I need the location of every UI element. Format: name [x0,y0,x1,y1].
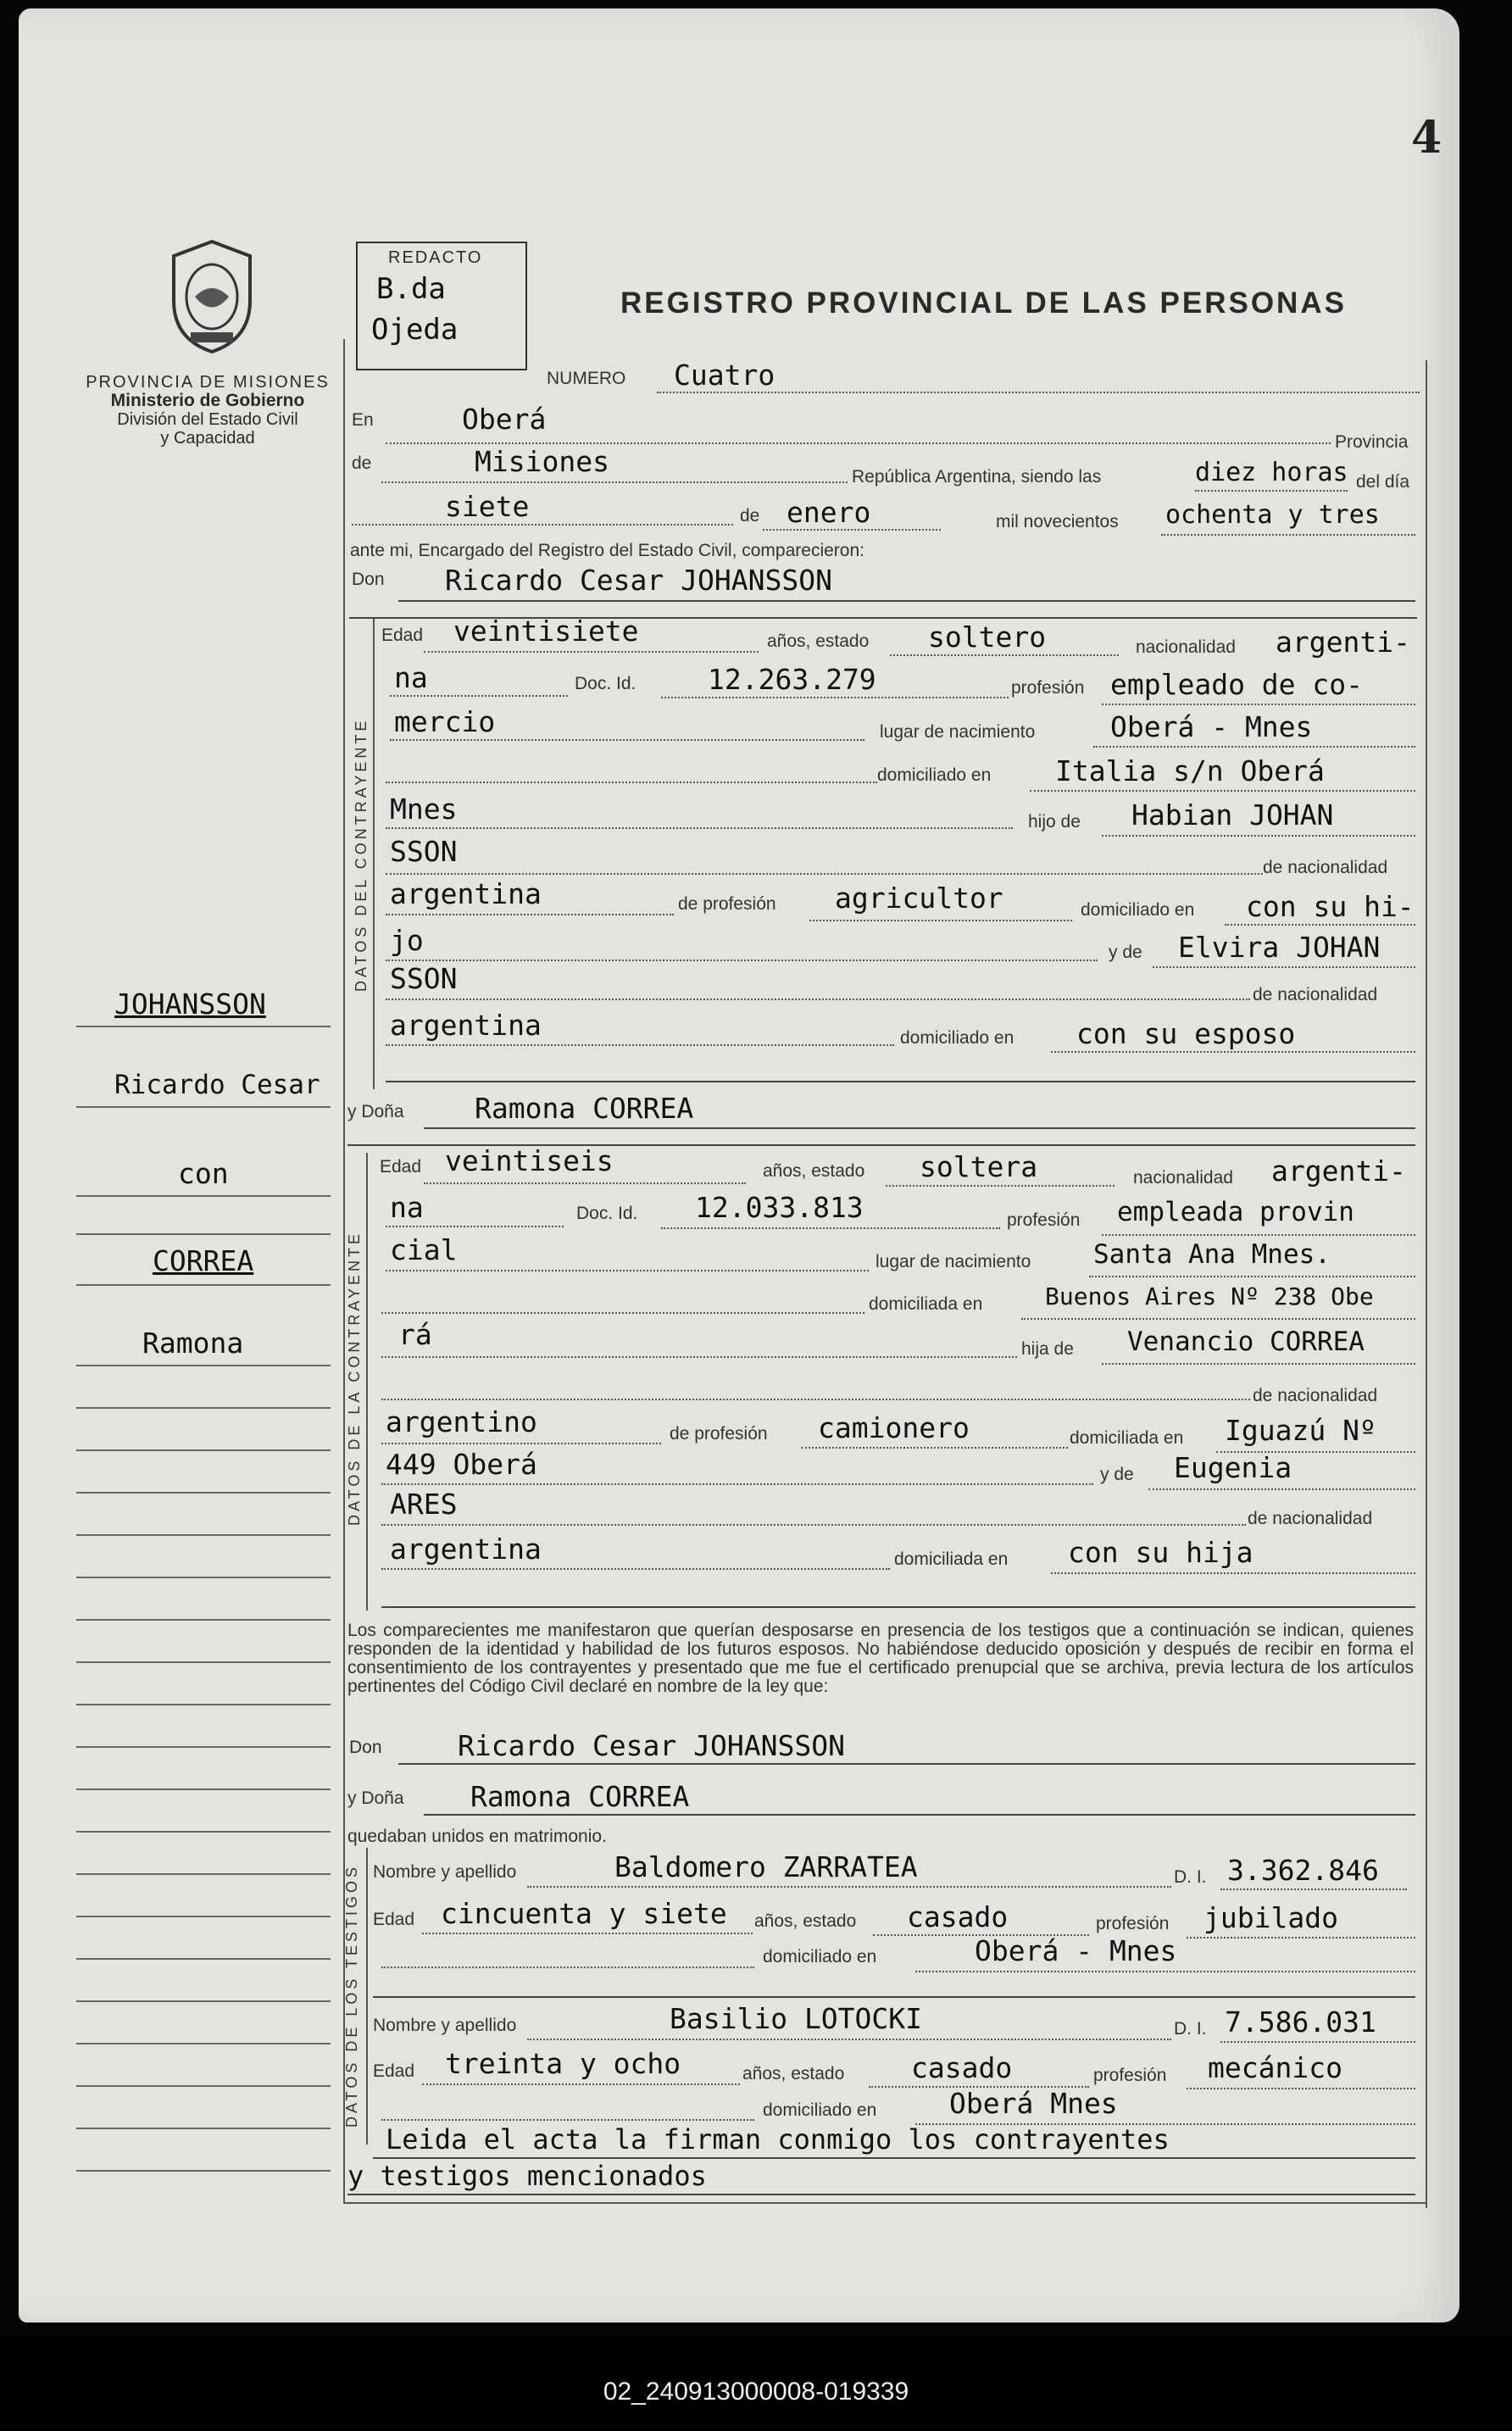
label-domiciliado: domiciliado en [877,765,992,785]
bride-madre-b: ARES [390,1488,458,1521]
page-number: 4 [1411,112,1443,164]
line-di-1 [1220,1889,1407,1890]
redacto-line2: Ojeda [371,313,459,347]
line-nac-b [390,695,568,697]
label-ante: ante mi, Encargado del Registro del Estado Civil, comparecieron: [350,541,864,560]
line-padre-dom [1225,924,1415,926]
bride-padre-nac: argentino [386,1405,537,1438]
label-y-de-f: y de [1100,1465,1134,1484]
label-nacionalidad-f: nacionalidad [1133,1168,1233,1188]
margin-surname: JOHANSSON [114,987,266,1021]
footer-file-id: 02_240913000008-019339 [603,2378,909,2406]
line-padre-nac [386,914,674,915]
groom-madre-dom: con su esposo [1076,1017,1296,1050]
page-title: REGISTRO PROVINCIAL DE LAS PERSONAS [620,286,1347,320]
bride-profesion-b: cial [390,1233,458,1266]
groom-estado: soltero [928,620,1047,654]
line-closing-2 [347,2194,1415,2195]
line-anio [1161,534,1415,536]
line-decl-dona [424,1814,1415,1816]
label-profesion-f: profesión [1007,1210,1081,1230]
label-edad-w2: Edad [373,2061,415,2081]
label-de-profesion: de profesión [678,894,776,914]
line-doc [661,697,1009,698]
value-dia: siete [445,490,530,523]
witness1-profesion: jubilado [1203,1901,1338,1934]
redacto-line1: B.da [376,272,446,306]
frame-bottom-line [343,2202,1426,2204]
bride-domicilio-b: rá [398,1318,432,1351]
line-edad-w1 [422,1933,753,1934]
value-de: Misiones [475,445,609,478]
line-edad-f [424,1182,746,1184]
label-edad-w1: Edad [373,1910,415,1929]
value-horas: diez horas [1195,458,1348,487]
line-domicilio-w1 [915,1971,1415,1972]
groom-madre-b: SSON [390,962,458,995]
groom-madre-nac: argentina [390,1009,542,1042]
ministry-name: Ministerio de Gobierno [110,391,305,410]
bride-nacionalidad-b: na [390,1191,424,1224]
bride-edad: veintiseis [445,1144,614,1177]
line-madre-f-b [381,1524,1246,1526]
line-madre-f [1148,1488,1415,1490]
groom-padre-a: Habian JOHAN [1131,798,1334,832]
bride-padre: Venancio CORREA [1127,1327,1365,1357]
groom-madre-a: Elvira JOHAN [1178,931,1381,964]
label-don-2: Don [349,1738,382,1757]
line-lugar [1093,746,1415,748]
bride-padre-dom-a: Iguazú Nº [1225,1414,1376,1447]
label-quedaban: quedaban unidos en matrimonio. [347,1827,607,1846]
margin-bride-surname: CORREA [153,1244,254,1277]
label-dona-2: y Doña [347,1788,404,1808]
line-blank-f [381,1312,864,1314]
label-domiciliado-3: domiciliado en [900,1028,1014,1048]
line-blank-1 [386,782,877,783]
bride-estado: soltera [920,1150,1038,1183]
line-di-2 [1220,2041,1415,2043]
label-republica: República Argentina, siendo las [852,467,1102,487]
witness1-estado: casado [907,1900,1009,1933]
label-datos-contrayente-f: DATOS DE LA CONTRAYENTE [346,1230,363,1526]
label-anos-estado-w2: años, estado [742,2064,845,2083]
witness1-nombre: Baldomero ZARRATEA [614,1850,918,1883]
line-padre-prof-f [801,1447,1068,1449]
bride-padre-prof: camionero [818,1411,970,1444]
margin-con: con [178,1157,229,1190]
label-hija: hija de [1021,1339,1074,1359]
value-mes: enero [787,496,871,529]
line-profesion-f [1102,1234,1415,1236]
line-madre-dom-f [1051,1572,1415,1574]
statement-paragraph: Los comparecientes me manifestaron que querían desposarse en presencia de los testigos que a continuación se indican, quienes responden de la identidad y habilidad de los futuros esposos. No habiéndose deducido oposición y después de recibir en forma el consentimiento de los contrayentes y presentado que me fue el certificado prenupcial que se archiva, previa lectura de los artículos pertinentes del Código Civil declaré en nombre de la ley que: [347,1621,1414,1696]
value-anio: ochenta y tres [1165,500,1380,530]
label-de-mes: de [740,506,760,526]
line-closing-1 [373,2157,1415,2159]
line-estado-f [886,1185,1115,1187]
closing-line-1: Leida el acta la firman conmigo los contrayentes [386,2123,1170,2156]
line-blank-w2 [381,2119,754,2121]
groom-edad: veintisiete [453,615,639,648]
line-nombre-2 [527,2039,1171,2040]
line-decl-don [398,1763,1415,1765]
groom-domicilio-a: Italia s/n Oberá [1055,754,1325,787]
witness1-edad: cincuenta y siete [441,1897,727,1930]
redacto-label: REDACTO [388,248,483,267]
line-en [386,442,1331,444]
line-madre-b [386,999,1250,1000]
label-numero: NUMERO [547,369,626,388]
value-don: Ricardo Cesar JOHANSSON [445,564,832,597]
bride-madre-nac: argentina [390,1533,542,1566]
line-mes [763,529,941,531]
line-doc-f [661,1227,1000,1229]
label-profesion-w2: profesión [1093,2066,1167,2085]
value-en: Oberá [462,403,547,436]
label-doc-f: Doc. Id. [576,1204,638,1223]
line-lugar-f [1089,1276,1415,1277]
groom-doc: 12.263.279 [708,663,876,696]
line-edad [424,651,759,653]
label-anos-estado: años, estado [767,631,870,651]
bride-dona: Ramona CORREA [475,1092,694,1125]
label-dona: y Doña [347,1102,404,1121]
bride-doc: 12.033.813 [695,1191,864,1224]
line-numero [657,392,1420,393]
ministry-header [76,373,339,448]
line-padre-nac-f [381,1443,661,1444]
line-dia [352,524,733,526]
line-padre-f-b [381,1399,1250,1400]
label-domiciliado-2: domiciliado en [1081,900,1195,920]
label-edad: Edad [381,626,424,645]
line-padre [1102,835,1415,837]
label-domiciliada-3: domiciliada en [894,1549,1009,1569]
label-nacionalidad: nacionalidad [1136,637,1236,657]
groom-padre-dom-b: jo [390,924,424,957]
line-edad-w2 [422,2083,740,2085]
witness-section [366,1848,368,2145]
line-padre-dom-f-b [381,1483,1093,1485]
closing-line-2: y testigos mencionados [347,2160,707,2192]
label-domiciliada-2: domiciliada en [1070,1428,1184,1448]
margin-given: Ricardo Cesar [114,1070,320,1100]
line-bride-end [381,1606,1415,1608]
line-blank-w1 [381,1966,754,1968]
line-groom-end [386,1081,1415,1082]
line-profesion-w1 [1187,1937,1415,1939]
line-prof-b [390,739,864,741]
line-estado [890,654,1119,656]
line-horas [1195,490,1348,492]
bride-lugar: Santa Ana Mnes. [1093,1239,1331,1270]
label-doc: Doc. Id. [575,674,636,693]
groom-lugar: Oberá - Mnes [1110,710,1313,743]
groom-padre-dom-a: con su hi- [1246,890,1415,923]
ministry-capacity: y Capacidad [160,429,255,448]
label-domiciliado-w1: domiciliado en [763,1947,877,1966]
label-profesion-w1: profesión [1096,1914,1170,1933]
line-dom-f-b [381,1356,1017,1358]
label-de-nacionalidad-f2: de nacionalidad [1248,1509,1373,1528]
bride-domicilio-a: Buenos Aires Nº 238 Obe [1045,1282,1374,1310]
label-edad-f: Edad [380,1157,422,1177]
label-de: de [352,453,372,473]
line-prof-f-b [386,1270,869,1271]
line-nac-f-b [386,1226,564,1227]
witness2-profesion: mecánico [1208,2051,1342,2084]
witness2-domicilio: Oberá Mnes [949,2087,1118,2120]
bride-section [366,1153,368,1610]
frame-right-line [1426,360,1427,2208]
label-hijo: hijo de [1028,812,1081,832]
line-padre-dom-b [386,960,1098,961]
bride-madre-a: Eugenia [1174,1451,1292,1484]
label-domiciliada: domiciliada en [869,1294,983,1314]
line-dom-b [386,827,1013,829]
label-nombre-2: Nombre y apellido [373,2016,517,2035]
line-madre [1153,966,1415,968]
line-w1-end [373,1996,1415,1998]
label-anos-estado-f: años, estado [763,1161,865,1181]
value-numero: Cuatro [674,359,775,392]
label-de-nacionalidad: de nacionalidad [1263,858,1388,877]
label-anos-estado-w1: años, estado [754,1911,857,1931]
label-datos-contrayente: DATOS DEL CONTRAYENTE [353,717,370,992]
label-de-nacionalidad-2: de nacionalidad [1253,985,1378,1004]
label-mil: mil novecientos [996,512,1119,531]
label-don: Don [352,570,385,589]
label-en: En [352,410,374,430]
witness2-edad: treinta y ocho [445,2047,681,2080]
witness2-nombre: Basilio LOTOCKI [670,2002,923,2035]
label-profesion: profesión [1011,678,1085,698]
groom-domicilio-b: Mnes [390,793,458,826]
line-padre-b [386,873,1263,875]
label-lugar-f: lugar de nacimiento [876,1252,1031,1271]
groom-nacionalidad-b: na [394,661,428,694]
redacto-box [356,242,527,370]
label-y-de: y de [1109,943,1142,962]
label-lugar: lugar de nacimiento [880,722,1036,742]
ministry-division: División del Estado Civil [117,410,298,429]
bride-madre-dom: con su hija [1068,1536,1254,1569]
bride-profesion-a: empleada provin [1117,1197,1354,1227]
line-madre-nac [386,1044,894,1046]
groom-profesion-b: mercio [394,705,496,738]
groom-padre-nac: argentina [390,877,542,910]
line-madre-nac-f [381,1568,890,1570]
witness2-di: 7.586.031 [1225,2005,1376,2039]
label-provincia: Provincia [1335,432,1409,452]
label-del-dia: del día [1356,472,1410,492]
declared-don: Ricardo Cesar JOHANSSON [458,1729,845,1762]
line-madre-dom [1051,1051,1415,1053]
line-padre-prof [809,920,1072,921]
groom-padre-prof: agricultor [835,882,1003,915]
margin-bride-given: Ramona [142,1327,244,1360]
groom-profesion-a: empleado de co- [1110,668,1364,701]
groom-section [373,619,375,1089]
label-nombre-1: Nombre y apellido [373,1862,517,1882]
label-di-2: D. I. [1174,2019,1207,2039]
ministry-province: PROVINCIA DE MISIONES [86,373,330,392]
label-domiciliado-w2: domiciliado en [763,2100,877,2120]
label-datos-testigos: DATOS DE LOS TESTIGOS [343,1863,360,2128]
bride-padre-dom-b: 449 Oberá [386,1448,537,1481]
bride-nacionalidad-a: argenti- [1271,1154,1406,1188]
label-de-nacionalidad-f: de nacionalidad [1253,1386,1378,1405]
groom-nacionalidad-a: argenti- [1276,626,1410,659]
provincial-crest-icon [161,237,263,356]
line-domicilio [1030,790,1415,792]
line-nombre-1 [527,1886,1171,1888]
line-profesion [1102,704,1415,705]
line-don [398,600,1415,602]
label-di-1: D. I. [1174,1867,1207,1887]
witness1-domicilio: Oberá - Mnes [975,1934,1177,1967]
witness2-estado: casado [911,2051,1013,2084]
label-de-profesion-f: de profesión [670,1424,768,1444]
line-domicilio-f [1021,1318,1415,1320]
line-dona [424,1127,1415,1129]
groom-padre-b: SSON [390,835,458,868]
declared-dona: Ramona CORREA [470,1780,690,1813]
line-padre-f [1102,1363,1415,1365]
witness1-di: 3.362.846 [1227,1854,1379,1887]
line-de [381,481,848,483]
line-profesion-w2 [1187,2088,1415,2089]
